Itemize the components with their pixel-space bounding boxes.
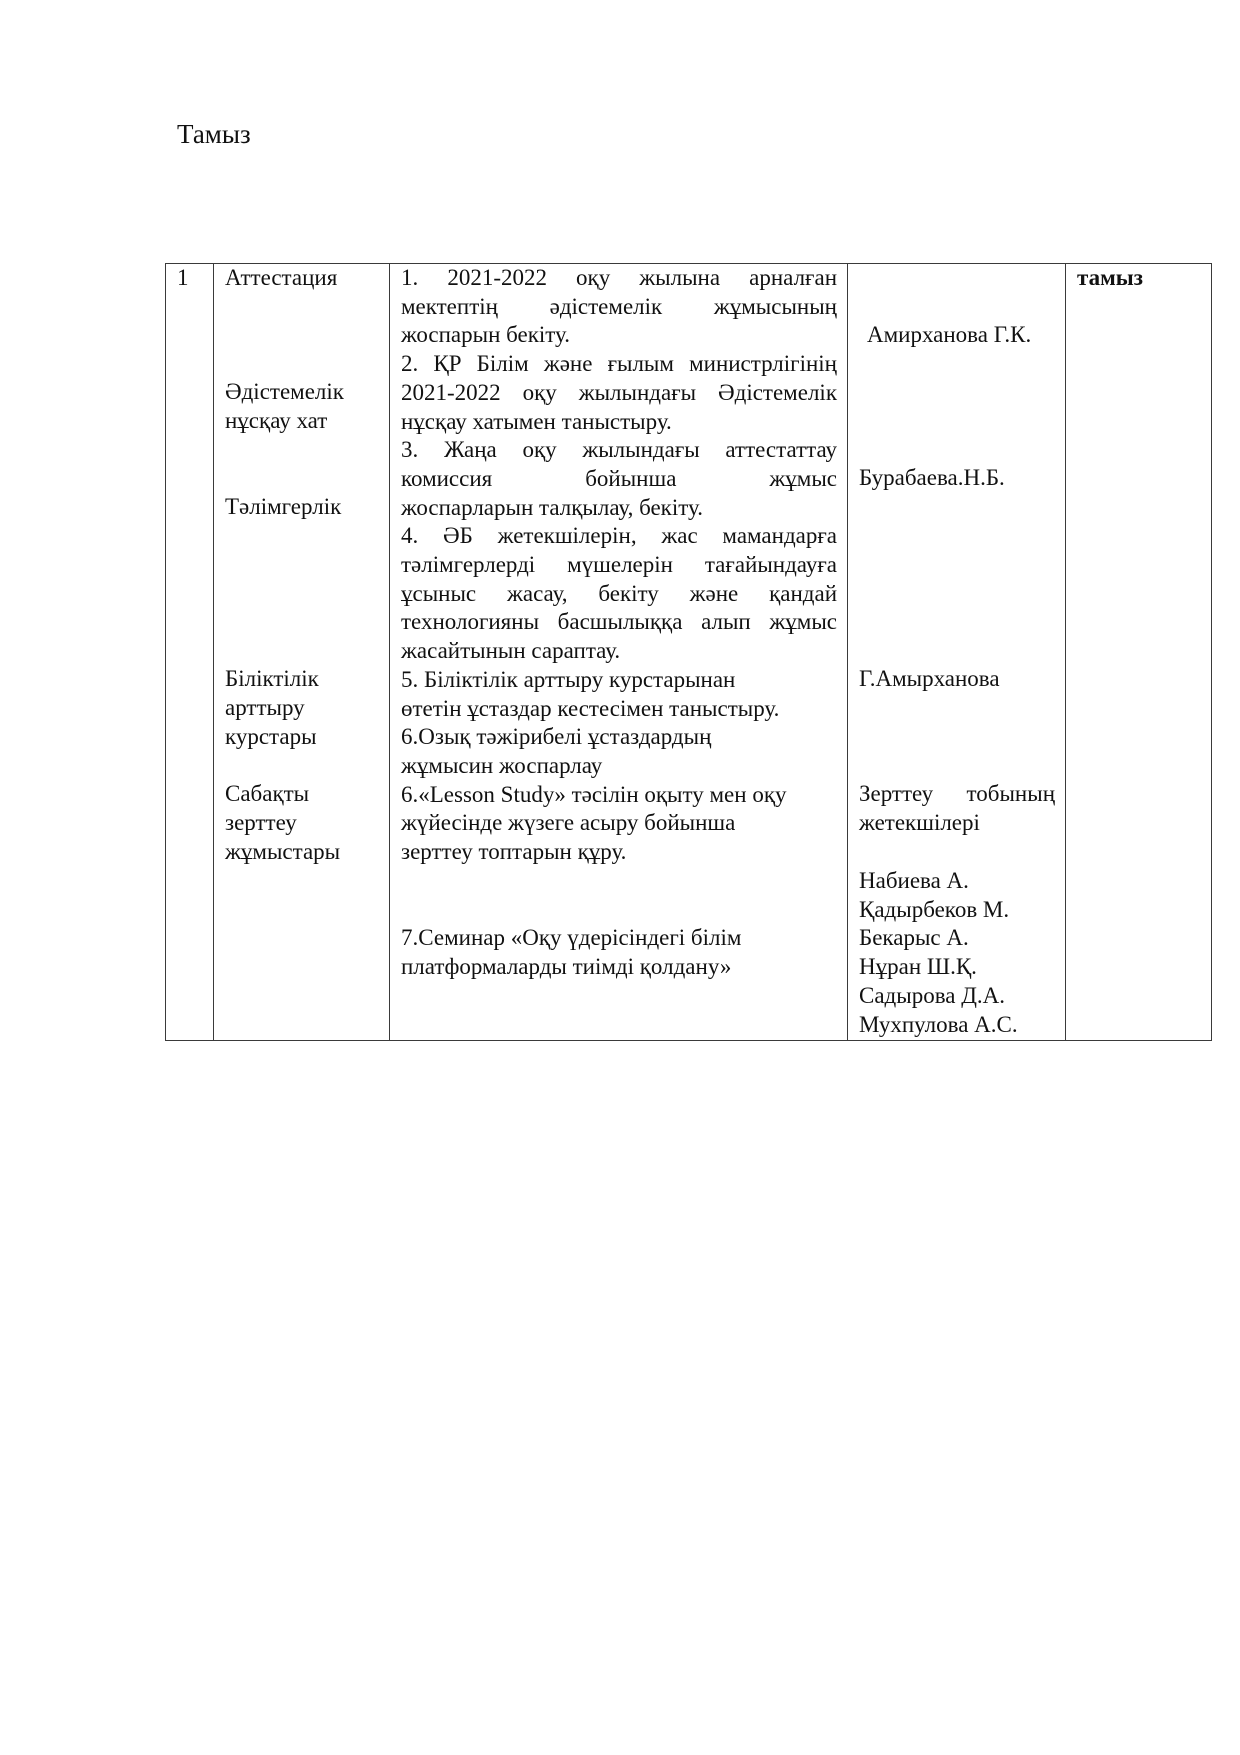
responsible-person: Садырова Д.А.: [859, 982, 1006, 1008]
activity-line: жасайтынын сараптау.: [401, 638, 621, 664]
column-divider: [213, 264, 214, 1040]
activity-line: технологияны басшылыққа алып жұмыс: [401, 609, 837, 635]
responsible-person: Бекарыс А.: [859, 925, 969, 951]
topic-lesson-research-2: зерттеу: [225, 810, 297, 835]
activity-line: 6.«Lesson Study» тәсілін оқыту мен оқу: [401, 781, 787, 807]
activity-line: комиссия бойынша жұмыс: [401, 465, 837, 491]
activity-line: тәлімгерлерді мүшелерін тағайындауға: [401, 552, 837, 577]
deadline: тамыз: [1077, 265, 1143, 290]
activity-line: 3. Жаңа оқу жылындағы аттестаттау: [401, 437, 837, 463]
topic-methodical-letter-2: нұсқау хат: [225, 408, 328, 433]
topic-qualification-1: Біліктілік: [225, 666, 319, 691]
responsible-person: Бурабаева.Н.Б.: [859, 465, 1005, 490]
activity-line: жұмысин жоспарлау: [401, 752, 603, 778]
topic-methodical-letter-1: Әдістемелік: [225, 379, 344, 404]
topic-lesson-research-1: Сабақты: [225, 781, 310, 806]
activity-line: жүйесінде жүзеге асыру бойынша: [401, 810, 736, 836]
activity-line: ұсыныс жасау, бекіту және қандай: [401, 580, 837, 606]
topic-lesson-research-3: жұмыстары: [225, 839, 341, 864]
responsible-person: жетекшілері: [859, 810, 980, 835]
activity-line: мектептің әдістемелік жұмысының: [401, 293, 837, 319]
topic-mentoring: Тәлімгерлік: [225, 494, 342, 519]
activity-line: 2021-2022 оқу жылындағы Әдістемелік: [401, 379, 837, 405]
activity-line: нұсқау хатымен таныстыру.: [401, 408, 672, 434]
activity-line: 4. ӘБ жетекшілерін, жас мамандарға: [401, 523, 837, 549]
responsible-person: Г.Амырханова: [859, 666, 1000, 691]
activity-line: платформаларды тиімді қолдану»: [401, 954, 732, 979]
activity-line: жоспарларын талқылау, бекіту.: [401, 494, 703, 520]
plan-table: [165, 263, 1212, 1041]
responsible-person: Амирханова Г.К.: [867, 322, 1032, 347]
responsible-person: Қадырбеков М.: [859, 896, 1010, 922]
activity-line: 2. ҚР Білім және ғылым министрлігінің: [401, 351, 837, 377]
activity-line: 1. 2021-2022 оқу жылына арналған: [401, 265, 837, 290]
topic-attestation: Аттестация: [225, 265, 338, 290]
topic-qualification-3: курстары: [225, 724, 317, 749]
activity-line: 7.Семинар «Оқу үдерісіндегі білім: [401, 925, 742, 950]
page-title: Тамыз: [177, 119, 251, 149]
responsible-person: Мухпулова А.С.: [859, 1011, 1018, 1037]
column-divider: [1065, 264, 1066, 1040]
responsible-person: Зерттеу тобының: [859, 781, 1055, 806]
activity-line: 5. Біліктілік арттыру курстарынан: [401, 666, 736, 692]
responsible-person: Нұран Ш.Қ.: [859, 954, 977, 980]
responsible-person: Набиева А.: [859, 868, 969, 893]
activity-line: зерттеу топтарын құру.: [401, 839, 627, 864]
row-number: 1: [177, 265, 189, 290]
column-divider: [847, 264, 848, 1040]
activity-line: өтетін ұстаздар кестесімен таныстыру.: [401, 695, 780, 721]
activity-line: жоспарын бекіту.: [401, 322, 570, 348]
activity-line: 6.Озық тәжірибелі ұстаздардың: [401, 724, 712, 750]
column-divider: [389, 264, 390, 1040]
topic-qualification-2: арттыру: [225, 695, 305, 720]
